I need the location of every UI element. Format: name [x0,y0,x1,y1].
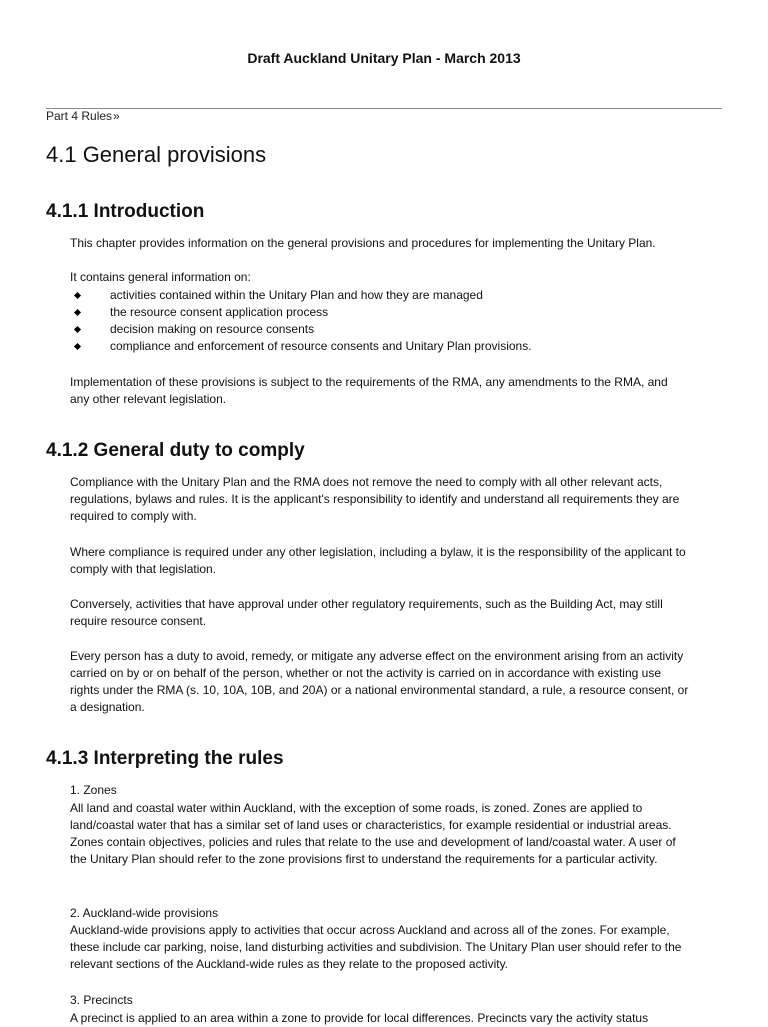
item-text-auckland-wide: Auckland-wide provisions apply to activities that occur across Auckland and across all of the zones. For example, these include car parking, noise, land disturbing activities and subdivision. The Unitary Plan user should refer to the relevant sections of the Auckland-wide rules as they relate to the proposed activity. [70,923,682,971]
breadcrumb[interactable] [46,108,120,124]
duty-paragraph-4: Every person has a duty to avoid, remedy, or mitigate any adverse effect on the environment arising from an activity carried on by or on behalf of the person, whether or not the activity is carried on in accordance with existing use rights under the RMA (s. 10, 10A, 10B, and 20A) or a national environmental standard, a rule, a resource consent, or a designation. [70,649,689,714]
item-heading-auckland-wide: 2. Auckland-wide provisions [70,906,219,920]
heading-interpreting-rules: 4.1.3 Interpreting the rules [46,748,284,769]
heading-general-duty: 4.1.2 General duty to comply [46,440,305,461]
list-item: activities contained within the Unitary Plan and how they are managed [70,287,532,304]
item-text-precincts: A precinct is applied to an area within a zone to provide for local differences. Precincts vary the activity status [70,1011,649,1025]
bullet-icon [74,292,81,299]
heading-introduction: 4.1.1 Introduction [46,201,205,222]
list-item: decision making on resource consents [70,321,532,338]
intro-paragraph-2: It contains general information on: [70,270,251,284]
intro-bullet-list [70,287,532,355]
breadcrumb-separator: » [113,109,120,123]
header-divider [46,108,722,109]
item-text-zones: All land and coastal water within Auckland, with the exception of some roads, is zoned. Zones are applied to land/coastal water that has a similar set of land uses or characteristics, for example residential or industrial areas. Zones contain objectives, policies and rules that relate to the use and development of land/coastal water. A user of the Unitary Plan should refer to the zone provisions first to understand the requirements for a particular activity. [70,801,676,866]
intro-paragraph-3: Implementation of these provisions is subject to the requirements of the RMA, any amendments to the RMA, and any other relevant legislation. [70,375,668,406]
item-heading-precincts: 3. Precincts [70,993,133,1007]
duty-paragraph-2: Where compliance is required under any other legislation, including a bylaw, it is the responsibility of the applicant to comply with that legislation. [70,545,686,576]
intro-paragraph-1: This chapter provides information on the general provisions and procedures for implementing the Unitary Plan. [70,236,656,250]
duty-paragraph-1: Compliance with the Unitary Plan and the RMA does not remove the need to comply with all other relevant acts, regulations, bylaws and rules. It is the applicant's responsibility to identify and understand all requirements they are required to comply with. [70,475,680,523]
bullet-icon [74,343,81,350]
duty-paragraph-3: Conversely, activities that have approval under other regulatory requirements, such as the Building Act, may still require resource consent. [70,597,663,628]
document-header: Draft Auckland Unitary Plan - March 2013 [247,50,521,66]
bullet-icon [74,326,81,333]
list-item: the resource consent application process [70,304,532,321]
bullet-icon [74,309,81,316]
breadcrumb-label[interactable]: Part 4 Rules [46,109,113,123]
page-title: 4.1 General provisions [46,142,267,167]
item-heading-zones: 1. Zones [70,783,117,797]
list-item: compliance and enforcement of resource consents and Unitary Plan provisions. [70,338,532,355]
